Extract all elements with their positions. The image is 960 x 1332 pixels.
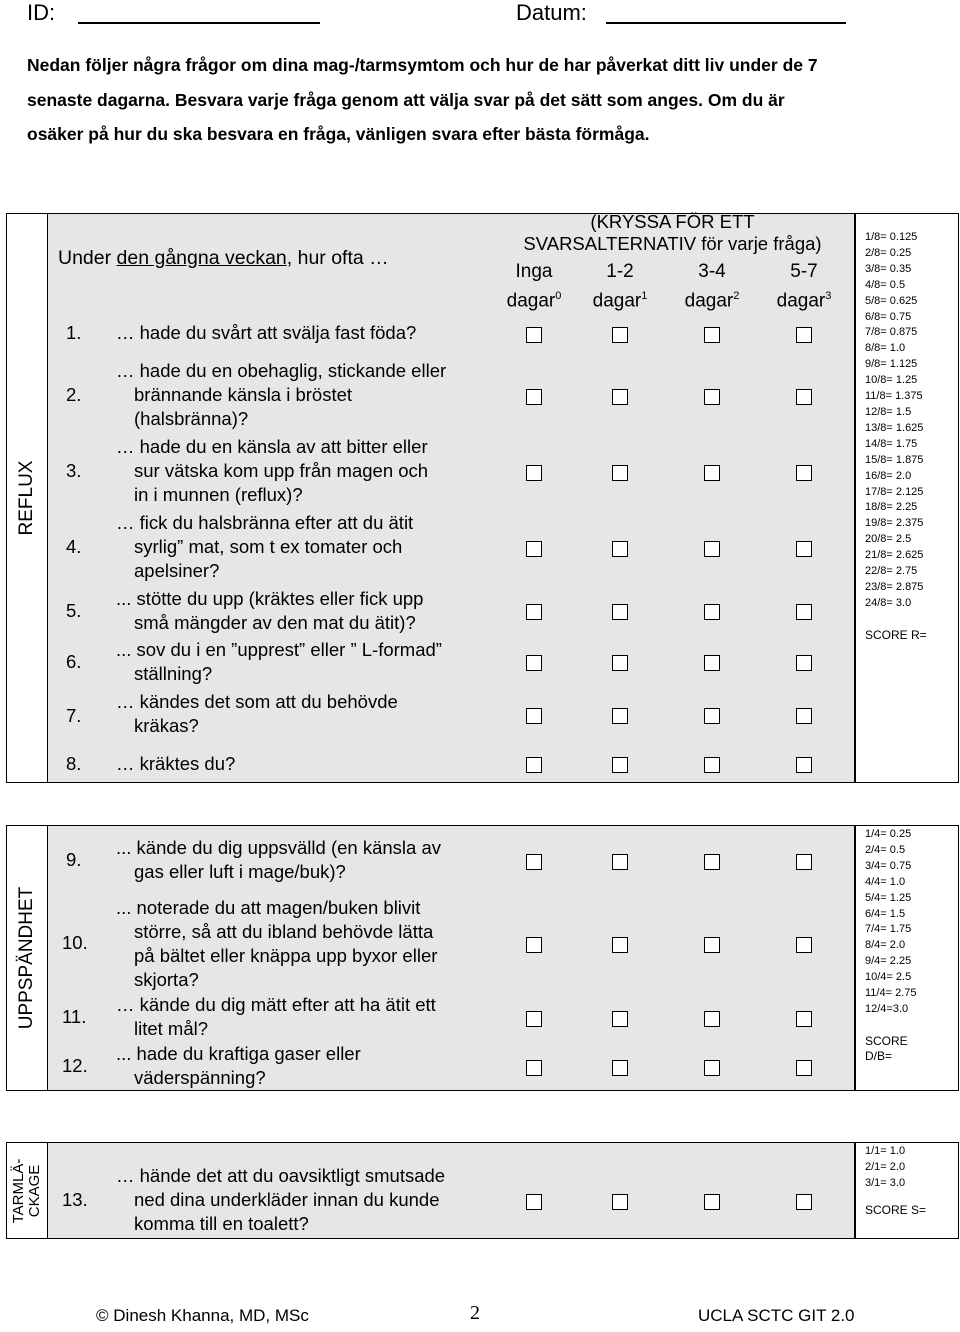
score-line: 16/8= 2.0 xyxy=(865,469,912,482)
score-line: 2/1= 2.0 xyxy=(865,1160,906,1173)
column-header-bottom: dagar xyxy=(776,290,826,312)
lead-post: , hur ofta … xyxy=(286,247,389,269)
question-line: … hade du svårt att svälja fast föda? xyxy=(116,322,417,343)
score-line: 12/4=3.0 xyxy=(865,1002,909,1015)
soilage-label-2: CKAGE xyxy=(26,1164,43,1217)
answer-checkbox-2[interactable] xyxy=(704,1194,720,1210)
distention-score-label xyxy=(865,1034,958,1064)
answer-checkbox-3[interactable] xyxy=(796,327,812,343)
question-number: 2. xyxy=(66,384,82,405)
question-text xyxy=(116,1042,496,1090)
question-line: komma till en toalett? xyxy=(134,1213,309,1234)
instruction xyxy=(500,211,845,255)
score-line: 4/8= 0.5 xyxy=(865,278,906,291)
instruction-line1: (KRYSSA FÖR ETT xyxy=(590,211,755,232)
question-number: 3. xyxy=(66,460,82,481)
answer-checkbox-2[interactable] xyxy=(704,1060,720,1076)
answer-checkbox-1[interactable] xyxy=(612,389,628,405)
column-header-bottom: dagar xyxy=(592,290,642,312)
question-text xyxy=(116,836,496,884)
answer-checkbox-3[interactable] xyxy=(796,757,812,773)
answer-checkbox-1[interactable] xyxy=(612,937,628,953)
score-line: 7/8= 0.875 xyxy=(865,326,918,339)
footer-right: UCLA SCTC GIT 2.0 xyxy=(698,1306,855,1325)
question-number: 9. xyxy=(66,849,82,870)
score-line: 1/4= 0.25 xyxy=(865,828,912,840)
answer-checkbox-0[interactable] xyxy=(526,1060,542,1076)
question-line: sur vätska kom upp från magen och xyxy=(134,460,429,481)
question-line: ... hade du kraftiga gaser eller xyxy=(116,1043,361,1064)
soilage-label xyxy=(11,1158,43,1223)
answer-checkbox-3[interactable] xyxy=(796,541,812,557)
reflux-score-label: SCORE R= xyxy=(865,627,927,642)
answer-checkbox-1[interactable] xyxy=(612,327,628,343)
score-line: 6/4= 1.5 xyxy=(865,907,906,920)
distention-score-list xyxy=(865,827,958,1018)
score-line: 7/4= 1.75 xyxy=(865,923,912,936)
question-number: 10. xyxy=(62,932,88,953)
answer-checkbox-2[interactable] xyxy=(704,1011,720,1027)
answer-checkbox-2[interactable] xyxy=(704,655,720,671)
column-header-score: 3 xyxy=(825,290,832,302)
footer-copyright xyxy=(96,1306,309,1326)
answer-checkbox-3[interactable] xyxy=(796,1060,812,1076)
score-line: 2/8= 0.25 xyxy=(865,246,912,259)
score-line: 18/8= 2.25 xyxy=(865,501,918,514)
distention-score-label-1: SCORE xyxy=(865,1033,908,1048)
column-header-score: 0 xyxy=(555,290,562,302)
answer-checkbox-0[interactable] xyxy=(526,937,542,953)
question-line: (halsbränna)? xyxy=(134,408,249,429)
question-text xyxy=(116,638,496,686)
score-line: 2/4= 0.5 xyxy=(865,843,906,856)
column-header-bottom: dagar xyxy=(506,290,556,312)
reflux-score-cell xyxy=(855,213,959,783)
column-header-bottom: dagar xyxy=(684,290,734,312)
question-line: större, så att du ibland behövde lätta xyxy=(134,921,434,942)
column-header-top: Inga xyxy=(515,261,553,282)
answer-checkbox-2[interactable] xyxy=(704,541,720,557)
score-line: 22/8= 2.75 xyxy=(865,565,918,578)
score-line: 9/4= 2.25 xyxy=(865,955,912,968)
soilage-score-cell xyxy=(855,1142,959,1239)
question-text xyxy=(116,587,496,635)
date-field[interactable] xyxy=(606,22,846,24)
answer-checkbox-0[interactable] xyxy=(526,327,542,343)
answer-checkbox-1[interactable] xyxy=(612,1060,628,1076)
question-line: … hände det att du oavsiktligt smutsade xyxy=(116,1165,446,1186)
instruction-line2: SVARSALTERNATIV för varje fråga) xyxy=(523,233,822,254)
soilage-label-1: TARMLÄ- xyxy=(10,1158,27,1223)
answer-checkbox-0[interactable] xyxy=(526,854,542,870)
copyright-text: Dinesh Khanna, MD, MSc xyxy=(113,1306,309,1325)
question-line: ... noterade du att magen/buken blivit xyxy=(116,897,421,918)
question-line: … fick du halsbränna efter att du ätit xyxy=(116,512,414,533)
column-header-top: 5-7 xyxy=(790,261,818,282)
question-line: apelsiner? xyxy=(134,560,220,581)
answer-checkbox-0[interactable] xyxy=(526,604,542,620)
question-line: ... kände du dig uppsvälld (en känsla av xyxy=(116,837,441,858)
answer-checkbox-1[interactable] xyxy=(612,1011,628,1027)
score-line: 3/4= 0.75 xyxy=(865,859,912,872)
answer-checkbox-3[interactable] xyxy=(796,655,812,671)
question-line: ställning? xyxy=(134,663,213,684)
page-number: 2 xyxy=(470,1302,480,1324)
reflux-label: REFLUX xyxy=(16,460,37,536)
distention-score-cell xyxy=(855,825,959,1091)
answer-checkbox-0[interactable] xyxy=(526,465,542,481)
score-line: 23/8= 2.875 xyxy=(865,580,924,593)
answer-checkbox-1[interactable] xyxy=(612,708,628,724)
score-line: 10/8= 1.25 xyxy=(865,374,918,387)
score-line: 21/8= 2.625 xyxy=(865,549,924,562)
column-header-0 xyxy=(489,260,579,313)
answer-checkbox-2[interactable] xyxy=(704,465,720,481)
score-line: 24/8= 3.0 xyxy=(865,596,912,609)
score-line: 20/8= 2.5 xyxy=(865,533,912,546)
score-line: 4/4= 1.0 xyxy=(865,875,906,888)
score-line: 1/8= 0.125 xyxy=(865,231,918,243)
answer-checkbox-1[interactable] xyxy=(612,854,628,870)
answer-checkbox-1[interactable] xyxy=(612,541,628,557)
soilage-score-list xyxy=(865,1144,958,1192)
score-line: 12/8= 1.5 xyxy=(865,405,912,418)
question-number: 4. xyxy=(66,536,82,557)
score-line: 13/8= 1.625 xyxy=(865,421,924,434)
score-line: 17/8= 2.125 xyxy=(865,485,924,498)
question-text xyxy=(116,321,496,345)
score-line: 3/8= 0.35 xyxy=(865,262,912,275)
column-header-top: 3-4 xyxy=(698,261,726,282)
question-line: … hade du en obehaglig, stickande eller xyxy=(116,360,447,381)
question-text xyxy=(116,511,496,583)
question-text xyxy=(116,993,496,1041)
distention-score-label-2: D/B= xyxy=(865,1048,893,1063)
question-number: 11. xyxy=(62,1006,87,1027)
question-line: in i munnen (reflux)? xyxy=(134,484,303,505)
answer-checkbox-0[interactable] xyxy=(526,655,542,671)
question-number: 7. xyxy=(66,705,82,726)
score-line: 19/8= 2.375 xyxy=(865,517,924,530)
question-line: skjorta? xyxy=(134,969,199,990)
question-line: kräkas? xyxy=(134,715,199,736)
question-line: … kändes det som att du behövde xyxy=(116,691,398,712)
question-text xyxy=(116,435,496,507)
answer-checkbox-0[interactable] xyxy=(526,389,542,405)
score-line: 14/8= 1.75 xyxy=(865,437,918,450)
column-header-1 xyxy=(575,260,665,313)
answer-checkbox-0[interactable] xyxy=(526,1011,542,1027)
question-text xyxy=(116,752,496,776)
answer-checkbox-0[interactable] xyxy=(526,1194,542,1210)
answer-checkbox-3[interactable] xyxy=(796,937,812,953)
answer-checkbox-2[interactable] xyxy=(704,854,720,870)
question-line: gas eller luft i mage/buk)? xyxy=(134,861,346,882)
lead-pre: Under xyxy=(58,247,117,269)
question-number: 8. xyxy=(66,753,82,774)
column-header-score: 2 xyxy=(733,290,740,302)
column-header-top: 1-2 xyxy=(606,261,634,282)
intro-text: Nedan följer några frågor om dina mag-/tarmsymtom och hur de har påverkat ditt liv under de 7 senaste dagarna. Besvara varje fråga genom att välja svar på det sätt som anges. Om du är osäker på hur du ska besvara en fråga, vänligen svara efter bästa förmåga. xyxy=(27,55,818,144)
distention-label: UPPSPÄNDHET xyxy=(16,886,37,1030)
question-number: 6. xyxy=(66,651,82,672)
answer-checkbox-0[interactable] xyxy=(526,757,542,773)
score-line: 3/1= 3.0 xyxy=(865,1176,906,1189)
score-line: 5/4= 1.25 xyxy=(865,891,912,904)
question-line: brännande känsla i bröstet xyxy=(134,384,353,405)
answer-checkbox-0[interactable] xyxy=(526,708,542,724)
date-label: Datum: xyxy=(516,0,587,25)
score-line: 11/8= 1.375 xyxy=(865,390,923,403)
column-header-2 xyxy=(667,260,757,313)
question-line: … kräktes du? xyxy=(116,753,236,774)
score-line: 10/4= 2.5 xyxy=(865,971,912,984)
question-text xyxy=(116,359,496,431)
id-label: ID: xyxy=(27,0,56,25)
question-text xyxy=(116,1164,496,1236)
question-text xyxy=(116,690,496,738)
question-line: litet mål? xyxy=(134,1018,209,1039)
question-number: 1. xyxy=(66,322,82,343)
question-text xyxy=(116,896,496,992)
question-line: syrlig” mat, som t ex tomater och xyxy=(134,536,403,557)
answer-checkbox-2[interactable] xyxy=(704,708,720,724)
answer-checkbox-2[interactable] xyxy=(704,757,720,773)
question-line: … hade du en känsla av att bitter eller xyxy=(116,436,428,457)
question-number: 12. xyxy=(62,1055,88,1076)
answer-checkbox-2[interactable] xyxy=(704,327,720,343)
answer-checkbox-3[interactable] xyxy=(796,465,812,481)
answer-checkbox-3[interactable] xyxy=(796,708,812,724)
question-number: 5. xyxy=(66,600,82,621)
score-line: 11/4= 2.75 xyxy=(865,987,917,1000)
answer-checkbox-2[interactable] xyxy=(704,389,720,405)
answer-checkbox-0[interactable] xyxy=(526,541,542,557)
copyright-icon: © xyxy=(96,1306,109,1325)
answer-checkbox-1[interactable] xyxy=(612,655,628,671)
score-line: 15/8= 1.875 xyxy=(865,453,924,466)
soilage-label-cell xyxy=(6,1142,47,1239)
question-number: 13. xyxy=(62,1189,88,1210)
soilage-score-label: SCORE S= xyxy=(865,1202,927,1217)
question-line: ... sov du i en ”upprest” eller ” L-formad” xyxy=(116,639,442,660)
question-line: ned dina underkläder innan du kunde xyxy=(134,1189,440,1210)
reflux-label-cell xyxy=(6,213,47,783)
column-header-3 xyxy=(759,260,849,313)
answer-checkbox-1[interactable] xyxy=(612,1194,628,1210)
column-header-score: 1 xyxy=(641,290,648,302)
answer-checkbox-2[interactable] xyxy=(704,937,720,953)
answer-checkbox-3[interactable] xyxy=(796,1011,812,1027)
question-line: … kände du dig mätt efter att ha ätit ett xyxy=(116,994,436,1015)
id-field[interactable] xyxy=(78,22,320,24)
score-line: 6/8= 0.75 xyxy=(865,310,912,323)
score-line: 5/8= 0.625 xyxy=(865,294,918,307)
answer-checkbox-1[interactable] xyxy=(612,465,628,481)
distention-label-cell xyxy=(6,825,47,1091)
score-line: 8/4= 2.0 xyxy=(865,939,906,952)
score-line: 1/1= 1.0 xyxy=(865,1145,906,1157)
score-line: 8/8= 1.0 xyxy=(865,342,906,355)
question-line: små mängder av den mat du ätit)? xyxy=(134,612,416,633)
table-lead xyxy=(58,247,389,270)
question-line: ... stötte du upp (kräktes eller fick upp xyxy=(116,588,424,609)
answer-checkbox-1[interactable] xyxy=(612,757,628,773)
answer-checkbox-3[interactable] xyxy=(796,604,812,620)
answer-checkbox-2[interactable] xyxy=(704,604,720,620)
answer-checkbox-3[interactable] xyxy=(796,854,812,870)
question-line: väderspänning? xyxy=(134,1067,266,1088)
question-line: på bältet eller knäppa upp byxor eller xyxy=(134,945,438,966)
reflux-score-list xyxy=(865,230,958,612)
score-line: 9/8= 1.125 xyxy=(865,358,918,371)
lead-underlined: den gångna veckan xyxy=(116,247,287,269)
answer-checkbox-1[interactable] xyxy=(612,604,628,620)
answer-checkbox-3[interactable] xyxy=(796,389,812,405)
answer-checkbox-3[interactable] xyxy=(796,1194,812,1210)
